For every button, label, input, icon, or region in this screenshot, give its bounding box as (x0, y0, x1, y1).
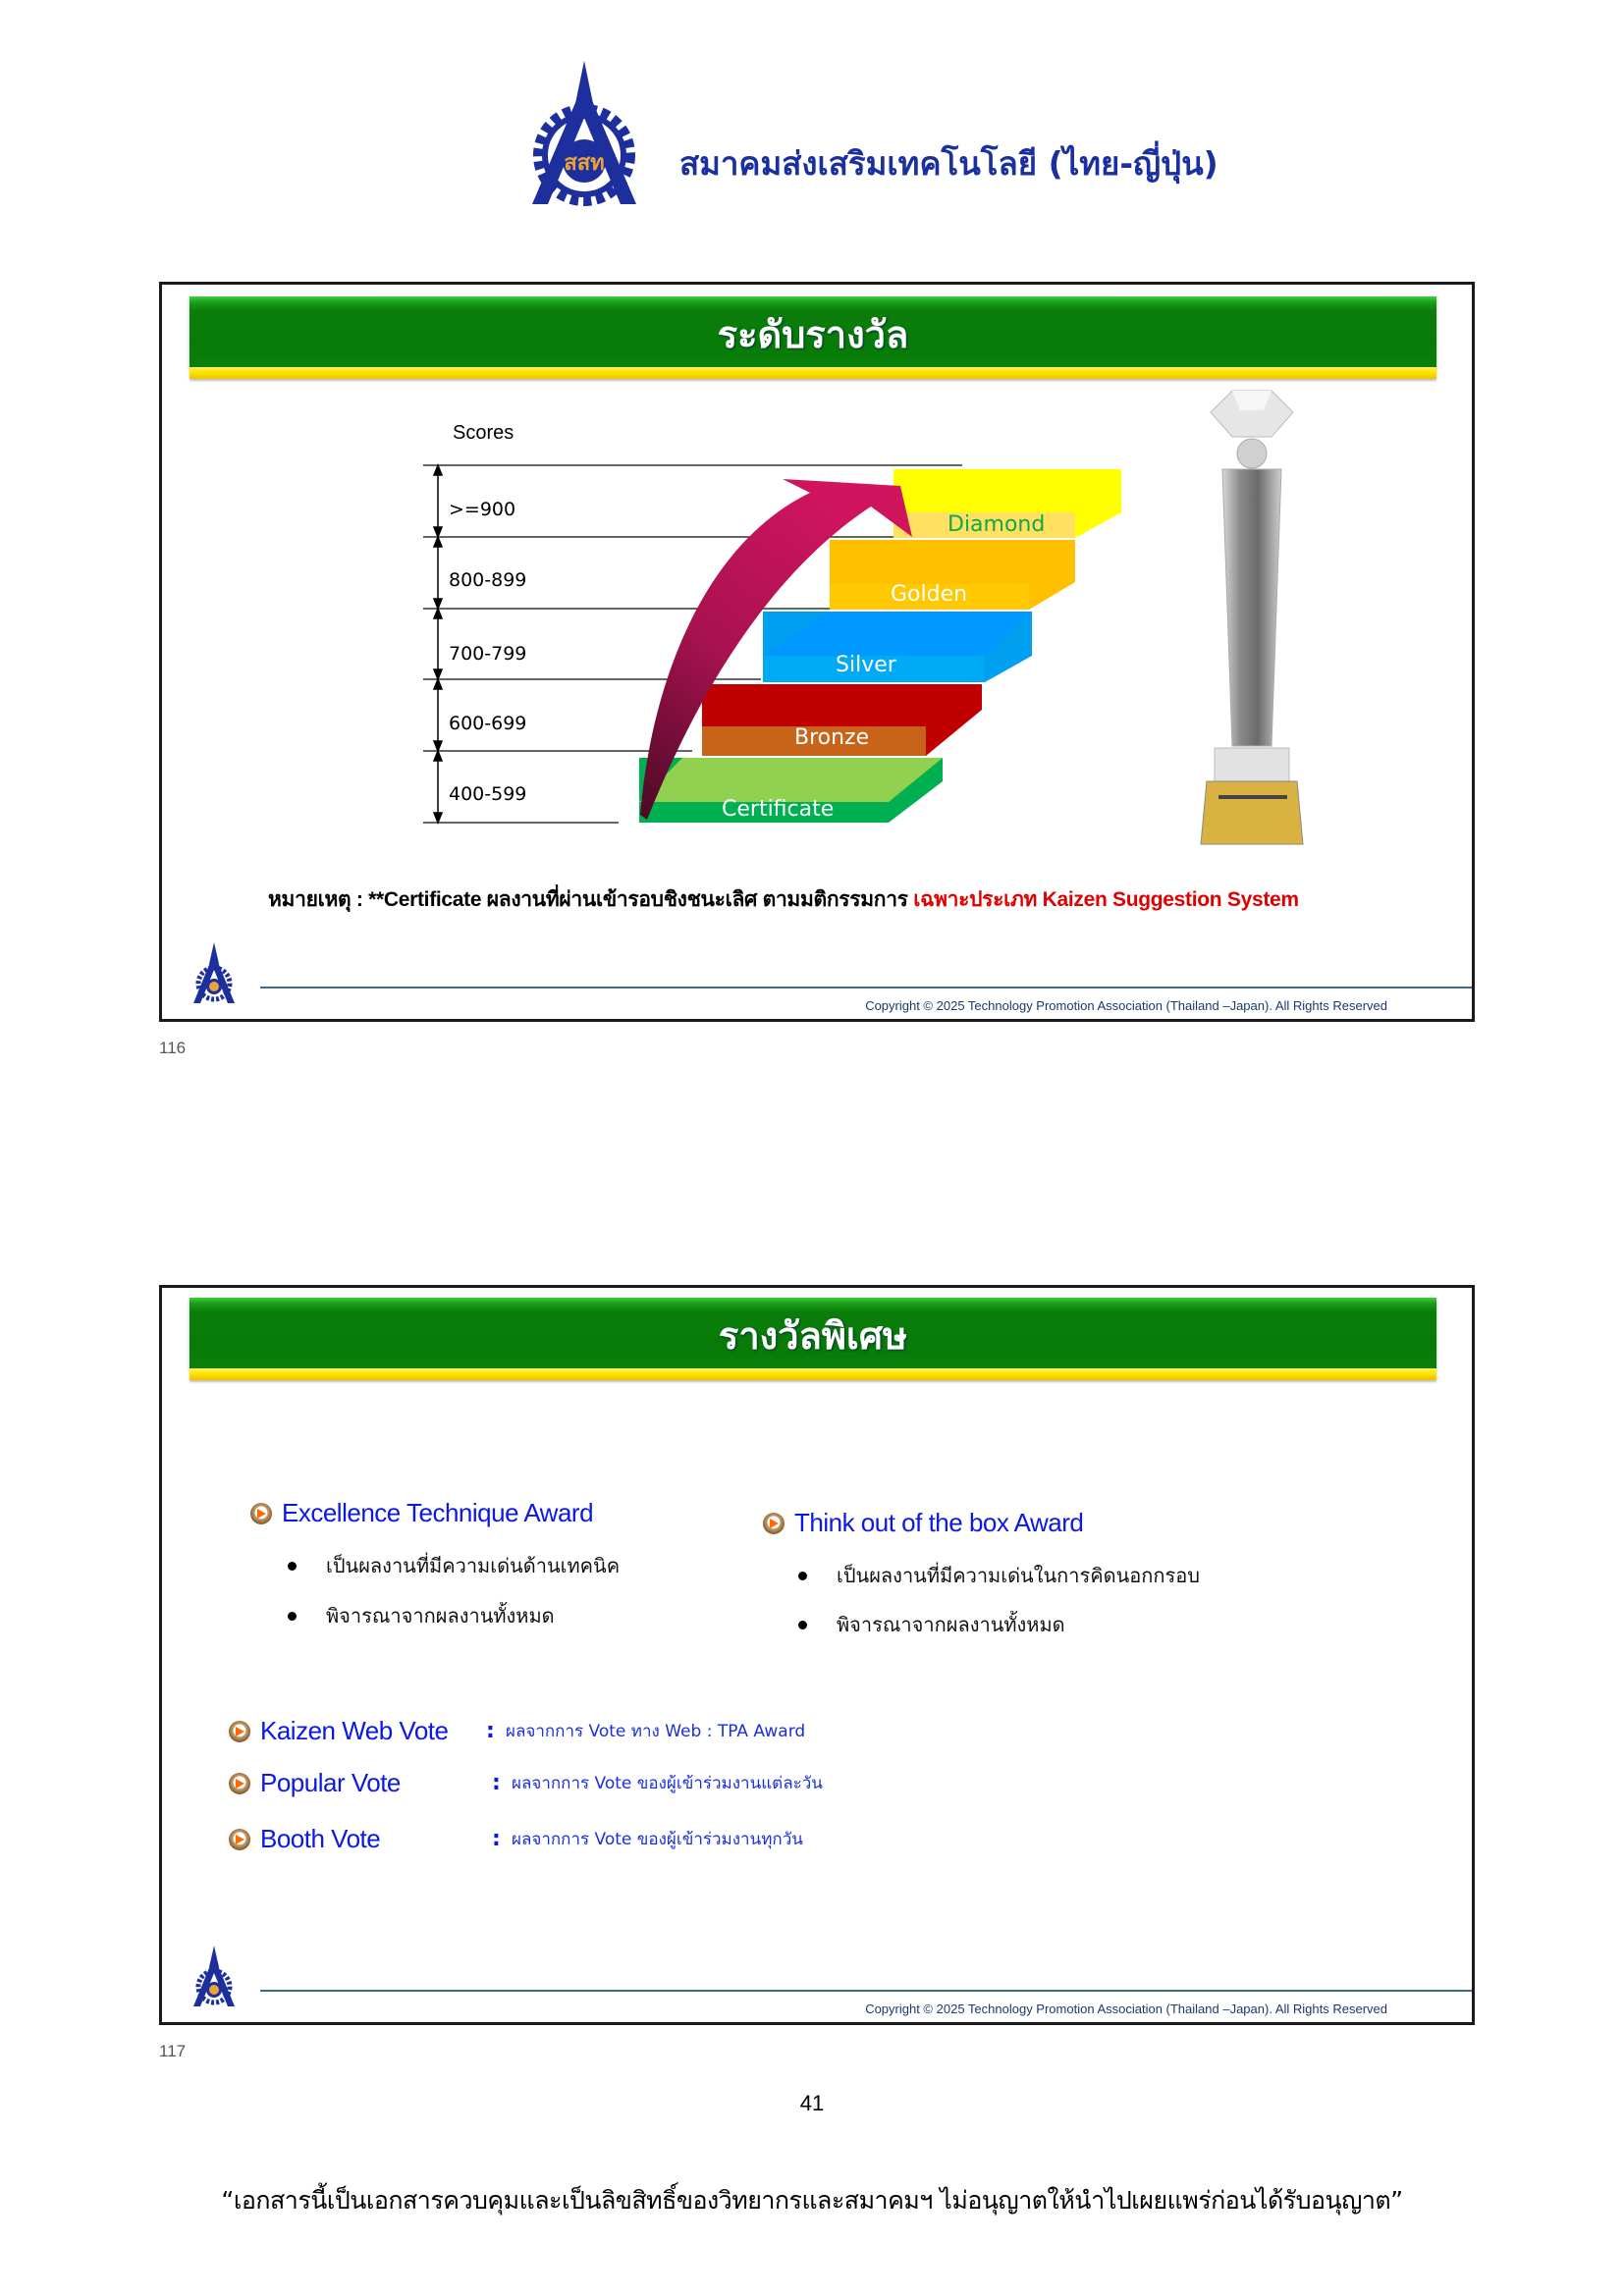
slide-number: 117 (159, 2042, 187, 2060)
svg-text:สสท: สสท (564, 151, 605, 176)
vote-title: Kaizen Web Vote (260, 1716, 449, 1745)
award-title: Think out of the box Award (794, 1508, 1084, 1537)
level-label-certificate: Certificate (722, 797, 835, 822)
vote-desc: ผลจากการ Vote ทาง Web : TPA Award (506, 1722, 806, 1741)
slide-title: รางวัลพิเศษ (718, 1314, 908, 1358)
vote-colon: : (492, 1827, 501, 1851)
organization-title: สมาคมส่งเสริมเทคโนโลยี (ไทย-ญี่ปุ่น) (679, 144, 1218, 183)
vote-desc: ผลจากการ Vote ของผู้เข้าร่วมงานแต่ละวัน (512, 1774, 823, 1793)
footer-divider (260, 987, 1472, 988)
award-excellence-technique (250, 1498, 593, 1528)
footnote-text: หมายเหตุ : **Certificate ผลงานที่ผ่านเข้ารอบชิงชนะเลิศ ตามมติกรรมการ (268, 888, 914, 911)
award-bullet (288, 1550, 620, 1581)
footer-logo-icon (191, 942, 237, 1005)
vote-title: Booth Vote (260, 1824, 381, 1853)
range-label-silver: 700-799 (449, 643, 527, 665)
bullet-dot-icon (288, 1562, 297, 1571)
vote-colon: : (486, 1719, 495, 1743)
award-bullet (288, 1600, 555, 1631)
copyright-text: Copyright © 2025 Technology Promotion Association (Thailand –Japan). All Rights Reserved (865, 2002, 1387, 2016)
award-title: Excellence Technique Award (282, 1498, 594, 1527)
level-label-golden: Golden (891, 582, 968, 607)
range-label-golden: 800-899 (449, 569, 527, 591)
award-bullet (798, 1609, 1065, 1640)
vote-title: Popular Vote (260, 1768, 401, 1797)
bullet-dot-icon (288, 1612, 297, 1621)
level-label-diamond: Diamond (947, 512, 1046, 537)
play-bullet-icon (229, 1773, 250, 1794)
trophy-image (1193, 383, 1311, 854)
copyright-text: Copyright © 2025 Technology Promotion Association (Thailand –Japan). All Rights Reserved (865, 998, 1387, 1013)
copyright-disclaimer: “เอกสารนี้เป็นเอกสารควบคุมและเป็นลิขสิทธิ์ของวิทยากรและสมาคมฯ ไม่อนุญาตให้นำไปเผยแพร่ก่อนได้รับอนุญาต” (221, 2186, 1403, 2215)
page-number: 41 (799, 2091, 825, 2115)
play-bullet-icon (763, 1513, 785, 1534)
level-label-silver: Silver (836, 653, 896, 677)
slide-number: 116 (159, 1039, 187, 1057)
range-label-diamond: >=900 (449, 499, 516, 520)
play-bullet-icon (229, 1721, 250, 1742)
slide-title: ระดับรางวัล (717, 313, 909, 356)
range-label-certificate: 400-599 (449, 783, 527, 805)
play-bullet-icon (250, 1503, 272, 1524)
range-label-bronze: 600-699 (449, 713, 527, 734)
vote-booth (229, 1824, 803, 1854)
slide-award-levels (159, 282, 1475, 1022)
play-bullet-icon (229, 1829, 250, 1850)
slide-special-awards (159, 1285, 1475, 2025)
vote-kaizen-web (229, 1716, 805, 1746)
bullet-text: เป็นผลงานที่มีความเด่นด้านเทคนิค (326, 1554, 621, 1577)
award-think-out-of-box (763, 1508, 1083, 1538)
bullet-text: พิจารณาจากผลงานทั้งหมด (326, 1604, 555, 1628)
footer-divider (260, 1990, 1472, 1992)
slide-title-banner (189, 1298, 1436, 1368)
award-bullet (798, 1560, 1200, 1591)
footer-logo-icon (191, 1946, 237, 2008)
bullet-text: พิจารณาจากผลงานทั้งหมด (837, 1613, 1065, 1636)
bullet-dot-icon (798, 1621, 807, 1629)
tpa-logo-icon (526, 59, 642, 206)
scores-axis-label: Scores (453, 422, 514, 444)
banner-strip (189, 1368, 1436, 1380)
level-label-bronze: Bronze (794, 725, 870, 750)
footnote-highlight: เฉพาะประเภท Kaizen Suggestion System (913, 888, 1299, 911)
bullet-text: เป็นผลงานที่มีความเด่นในการคิดนอกกรอบ (837, 1564, 1200, 1587)
footnote (268, 883, 1299, 916)
vote-colon: : (492, 1771, 501, 1795)
vote-popular (229, 1768, 823, 1798)
vote-desc: ผลจากการ Vote ของผู้เข้าร่วมงานทุกวัน (512, 1830, 803, 1849)
bullet-dot-icon (798, 1572, 807, 1580)
